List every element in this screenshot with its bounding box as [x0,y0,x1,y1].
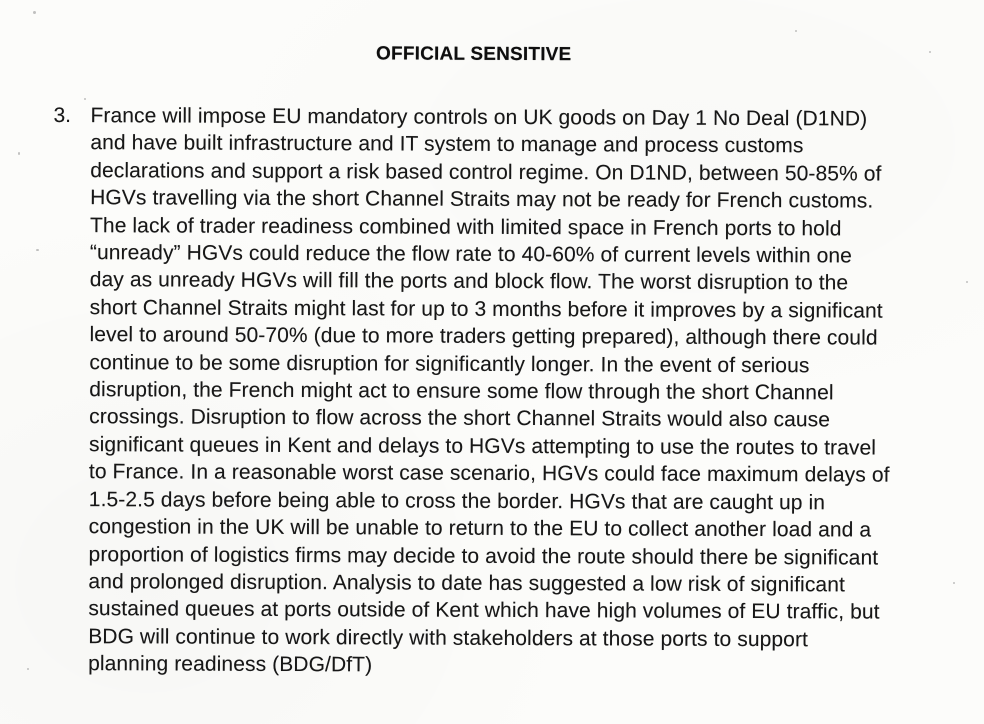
text-line: and have built infrastructure and IT system to manage and process customs [90,131,804,158]
text-line: level to around 50-70% (due to more traders getting prepared), although there could [89,323,878,350]
text-line: 1.5-2.5 days before being able to cross the border. HGVs that are caught up in [88,487,826,515]
text-line: continue to be some disruption for significantly longer. In the event of serious [89,350,810,377]
text-line: short Channel Straits might last for up to 3 months before it improves by a significant [89,295,883,323]
text-line: congestion in the UK will be unable to return to the EU to collect another load and a [88,515,872,542]
text-line: crossings. Disruption to flow across the short Channel Straits would also cause [89,405,831,432]
text-line: significant queues in Kent and delays to HGVs attempting to use the routes to travel [89,433,877,460]
classification-header: OFFICIAL SENSITIVE [376,43,572,66]
text-line: declarations and support a risk based control regime. On D1ND, between 50-85% of [90,158,882,186]
text-line: sustained queues at ports outside of Kent which have high volumes of EU traffic, but [88,597,880,624]
text-line: The lack of trader readiness combined with limited space in French ports to hold [89,213,842,241]
text-line: day as unready HGVs will fill the ports and block flow. The worst disruption to the [89,268,849,295]
text-line: to France. In a reasonable worst case scenario, HGVs could face maximum delays of [88,460,890,487]
text-line: proportion of logistics firms may decide to avoid the route should there be significant [88,542,879,570]
text-line: BDG will continue to work directly with stakeholders at those ports to support [88,624,809,651]
paragraph-3 [51,102,984,682]
text-line: HGVs travelling via the short Channel Straits may not be ready for French customs. [90,186,874,213]
paragraph-number: 3. [53,103,72,128]
text-line: France will impose EU mandatory controls on UK goods on Day 1 No Deal (D1ND) [90,104,868,131]
text-line: disruption, the French might act to ensure some flow through the short Channel [89,378,834,405]
text-line: planning readiness (BDG/DfT) [88,652,373,677]
text-line: “unready” HGVs could reduce the flow rate to 40-60% of current levels within one [89,241,853,268]
text-line: and prolonged disruption. Analysis to date has suggested a low risk of significant [88,570,846,597]
paragraph-body [88,102,984,681]
